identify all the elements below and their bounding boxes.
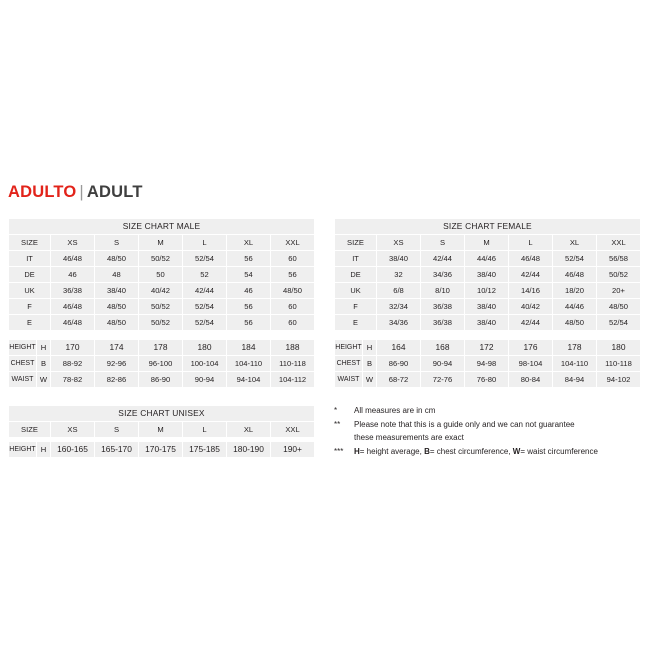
female-e-l: 42/44 — [509, 315, 553, 331]
male-it-xs: 46/48 — [51, 251, 95, 267]
table-row — [9, 283, 315, 299]
female-f-xs: 32/34 — [377, 299, 421, 315]
table-row — [9, 299, 315, 315]
male-col-xl: XL — [227, 235, 271, 251]
male-row-label-uk: UK — [9, 283, 51, 299]
male-waist-xxl: 104-112 — [271, 372, 315, 388]
male-e-s: 48/50 — [95, 315, 139, 331]
male-waist-xs: 78-82 — [51, 372, 95, 388]
female-f-l: 40/42 — [509, 299, 553, 315]
male-it-m: 50/52 — [139, 251, 183, 267]
female-it-xs: 38/40 — [377, 251, 421, 267]
unisex-col-m: M — [139, 422, 183, 438]
male-de-s: 48 — [95, 267, 139, 283]
unisex-height-xxl: 190+ — [271, 442, 315, 458]
size-chart-female — [334, 218, 641, 331]
male-f-xl: 56 — [227, 299, 271, 315]
female-height-xs: 164 — [377, 340, 421, 356]
unisex-height-xl: 180-190 — [227, 442, 271, 458]
male-heading: SIZE CHART MALE — [9, 219, 315, 235]
note-text: these measurements are exact — [354, 433, 464, 442]
male-chest-xs: 88-92 — [51, 356, 95, 372]
table-row — [9, 267, 315, 283]
female-col-s: S — [421, 235, 465, 251]
male-e-xxl: 60 — [271, 315, 315, 331]
table-row — [9, 315, 315, 331]
page-title — [8, 183, 143, 202]
male-height-m: 178 — [139, 340, 183, 356]
size-chart-unisex-table — [8, 405, 315, 438]
male-it-s: 48/50 — [95, 251, 139, 267]
note-text: Please note that this is a guide only and we can not guarantee — [354, 419, 575, 429]
male-waist-xl: 94-104 — [227, 372, 271, 388]
male-waist-s: 82-86 — [95, 372, 139, 388]
female-uk-l: 14/16 — [509, 283, 553, 299]
male-measure-letter-w: W — [37, 372, 51, 388]
female-waist-xl: 84-94 — [553, 372, 597, 388]
female-measure-letter-w: W — [363, 372, 377, 388]
female-waist-s: 72-76 — [421, 372, 465, 388]
male-col-xs: XS — [51, 235, 95, 251]
female-de-xxl: 50/52 — [597, 267, 641, 283]
male-e-xs: 46/48 — [51, 315, 95, 331]
unisex-heading: SIZE CHART UNISEX — [9, 406, 315, 422]
notes-block — [334, 404, 644, 458]
male-col-l: L — [183, 235, 227, 251]
male-col-s: S — [95, 235, 139, 251]
male-row-label-it: IT — [9, 251, 51, 267]
size-chart-male — [8, 218, 315, 331]
male-col-m: M — [139, 235, 183, 251]
note-marker: *** — [334, 446, 344, 456]
female-row-label-de: DE — [335, 267, 377, 283]
male-f-xs: 46/48 — [51, 299, 95, 315]
table-row — [335, 315, 641, 331]
male-row-label-e: E — [9, 315, 51, 331]
female-it-m: 44/46 — [465, 251, 509, 267]
unisex-height-s: 165-170 — [95, 442, 139, 458]
male-row-label-f: F — [9, 299, 51, 315]
female-height-s: 168 — [421, 340, 465, 356]
female-uk-xs: 6/8 — [377, 283, 421, 299]
female-waist-l: 80-84 — [509, 372, 553, 388]
note-item — [334, 431, 644, 445]
table-row — [9, 356, 315, 372]
unisex-column-header-row — [9, 422, 315, 438]
size-chart-male-measures — [8, 339, 315, 388]
female-col-xl: XL — [553, 235, 597, 251]
table-row — [335, 340, 641, 356]
size-chart-unisex-measures — [8, 441, 315, 458]
male-de-xl: 54 — [227, 267, 271, 283]
female-measure-letter-b: B — [363, 356, 377, 372]
unisex-col-l: L — [183, 422, 227, 438]
table-row — [335, 299, 641, 315]
male-chest-l: 100-104 — [183, 356, 227, 372]
male-height-xl: 184 — [227, 340, 271, 356]
male-col-xxl: XXL — [271, 235, 315, 251]
female-measure-name-chest: CHEST — [335, 356, 363, 372]
legend-b: B — [424, 446, 430, 456]
female-height-xxl: 180 — [597, 340, 641, 356]
unisex-col-xl: XL — [227, 422, 271, 438]
size-chart-unisex — [8, 405, 315, 438]
male-waist-m: 86-90 — [139, 372, 183, 388]
female-col-size: SIZE — [335, 235, 377, 251]
size-chart-male-table — [8, 218, 315, 331]
male-f-s: 48/50 — [95, 299, 139, 315]
unisex-height-xs: 160-165 — [51, 442, 95, 458]
male-it-l: 52/54 — [183, 251, 227, 267]
male-e-l: 52/54 — [183, 315, 227, 331]
female-uk-xxl: 20+ — [597, 283, 641, 299]
female-it-s: 42/44 — [421, 251, 465, 267]
female-chest-xs: 86-90 — [377, 356, 421, 372]
male-uk-s: 38/40 — [95, 283, 139, 299]
female-e-xl: 48/50 — [553, 315, 597, 331]
male-f-m: 50/52 — [139, 299, 183, 315]
size-chart-female-measures-table — [334, 339, 641, 388]
male-measure-name-waist: WAIST — [9, 372, 37, 388]
female-de-xs: 32 — [377, 267, 421, 283]
male-e-m: 50/52 — [139, 315, 183, 331]
male-uk-l: 42/44 — [183, 283, 227, 299]
female-col-m: M — [465, 235, 509, 251]
male-measure-name-chest: CHEST — [9, 356, 37, 372]
male-uk-xs: 36/38 — [51, 283, 95, 299]
male-heading-row — [9, 219, 315, 235]
note-item — [334, 445, 644, 459]
female-chest-l: 98-104 — [509, 356, 553, 372]
male-de-xxl: 56 — [271, 267, 315, 283]
female-col-xs: XS — [377, 235, 421, 251]
table-row — [335, 372, 641, 388]
male-uk-xl: 46 — [227, 283, 271, 299]
male-de-xs: 46 — [51, 267, 95, 283]
female-heading-row — [335, 219, 641, 235]
note-marker: ** — [334, 419, 341, 429]
female-f-xxl: 48/50 — [597, 299, 641, 315]
female-uk-xl: 18/20 — [553, 283, 597, 299]
page-title-left: ADULTO — [8, 183, 77, 201]
female-row-label-f: F — [335, 299, 377, 315]
size-chart-male-measures-table — [8, 339, 315, 388]
female-height-xl: 178 — [553, 340, 597, 356]
male-f-xxl: 60 — [271, 299, 315, 315]
unisex-measure-name-height: HEIGHT — [9, 442, 37, 458]
male-chest-s: 92-96 — [95, 356, 139, 372]
male-height-xs: 170 — [51, 340, 95, 356]
female-measure-letter-h: H — [363, 340, 377, 356]
female-de-m: 38/40 — [465, 267, 509, 283]
note-item — [334, 418, 644, 432]
male-uk-m: 40/42 — [139, 283, 183, 299]
male-measure-letter-h: H — [37, 340, 51, 356]
female-it-l: 46/48 — [509, 251, 553, 267]
size-chart-female-measures — [334, 339, 641, 388]
male-uk-xxl: 48/50 — [271, 283, 315, 299]
male-it-xl: 56 — [227, 251, 271, 267]
female-f-s: 36/38 — [421, 299, 465, 315]
table-row — [9, 442, 315, 458]
male-f-l: 52/54 — [183, 299, 227, 315]
unisex-col-xxl: XXL — [271, 422, 315, 438]
male-de-m: 50 — [139, 267, 183, 283]
male-chest-xxl: 110-118 — [271, 356, 315, 372]
table-row — [335, 356, 641, 372]
female-chest-xxl: 110-118 — [597, 356, 641, 372]
male-row-label-de: DE — [9, 267, 51, 283]
female-waist-xxl: 94-102 — [597, 372, 641, 388]
legend-w: W — [512, 446, 521, 456]
note-marker — [334, 431, 354, 445]
male-measure-letter-b: B — [37, 356, 51, 372]
table-row — [335, 251, 641, 267]
female-waist-m: 76-80 — [465, 372, 509, 388]
size-chart-female-table — [334, 218, 641, 331]
female-col-l: L — [509, 235, 553, 251]
note-item — [334, 404, 644, 418]
male-it-xxl: 60 — [271, 251, 315, 267]
female-row-label-e: E — [335, 315, 377, 331]
male-height-l: 180 — [183, 340, 227, 356]
legend-h: H — [354, 446, 360, 456]
unisex-heading-row — [9, 406, 315, 422]
female-de-l: 42/44 — [509, 267, 553, 283]
table-row — [335, 267, 641, 283]
female-de-xl: 46/48 — [553, 267, 597, 283]
male-de-l: 52 — [183, 267, 227, 283]
page-title-separator: | — [79, 183, 84, 201]
female-measure-name-waist: WAIST — [335, 372, 363, 388]
unisex-height-l: 175-185 — [183, 442, 227, 458]
female-chest-m: 94-98 — [465, 356, 509, 372]
female-height-l: 176 — [509, 340, 553, 356]
female-it-xl: 52/54 — [553, 251, 597, 267]
male-height-s: 174 — [95, 340, 139, 356]
female-uk-m: 10/12 — [465, 283, 509, 299]
female-uk-s: 8/10 — [421, 283, 465, 299]
unisex-col-xs: XS — [51, 422, 95, 438]
female-de-s: 34/36 — [421, 267, 465, 283]
female-e-xs: 34/36 — [377, 315, 421, 331]
female-it-xxl: 56/58 — [597, 251, 641, 267]
female-e-xxl: 52/54 — [597, 315, 641, 331]
female-column-header-row — [335, 235, 641, 251]
male-chest-xl: 104-110 — [227, 356, 271, 372]
table-row — [335, 283, 641, 299]
male-column-header-row — [9, 235, 315, 251]
female-f-m: 38/40 — [465, 299, 509, 315]
female-e-m: 38/40 — [465, 315, 509, 331]
female-row-label-uk: UK — [335, 283, 377, 299]
unisex-height-m: 170-175 — [139, 442, 183, 458]
female-f-xl: 44/46 — [553, 299, 597, 315]
table-row — [9, 340, 315, 356]
page-title-right: ADULT — [86, 183, 143, 201]
male-waist-l: 90-94 — [183, 372, 227, 388]
unisex-measure-letter-h: H — [37, 442, 51, 458]
male-e-xl: 56 — [227, 315, 271, 331]
size-chart-unisex-measures-table — [8, 441, 315, 458]
female-heading: SIZE CHART FEMALE — [335, 219, 641, 235]
female-measure-name-height: HEIGHT — [335, 340, 363, 356]
note-text: All measures are in cm — [354, 406, 436, 415]
female-chest-s: 90-94 — [421, 356, 465, 372]
male-measure-name-height: HEIGHT — [9, 340, 37, 356]
female-e-s: 36/38 — [421, 315, 465, 331]
table-row — [9, 372, 315, 388]
female-col-xxl: XXL — [597, 235, 641, 251]
unisex-col-size: SIZE — [9, 422, 51, 438]
female-waist-xs: 68-72 — [377, 372, 421, 388]
note-marker: * — [334, 406, 338, 415]
male-chest-m: 96-100 — [139, 356, 183, 372]
male-col-size: SIZE — [9, 235, 51, 251]
female-height-m: 172 — [465, 340, 509, 356]
unisex-col-s: S — [95, 422, 139, 438]
female-chest-xl: 104-110 — [553, 356, 597, 372]
female-row-label-it: IT — [335, 251, 377, 267]
male-height-xxl: 188 — [271, 340, 315, 356]
note-text-legend: H= height average, B= chest circumference, W= waist circumference — [354, 446, 598, 456]
table-row — [9, 251, 315, 267]
